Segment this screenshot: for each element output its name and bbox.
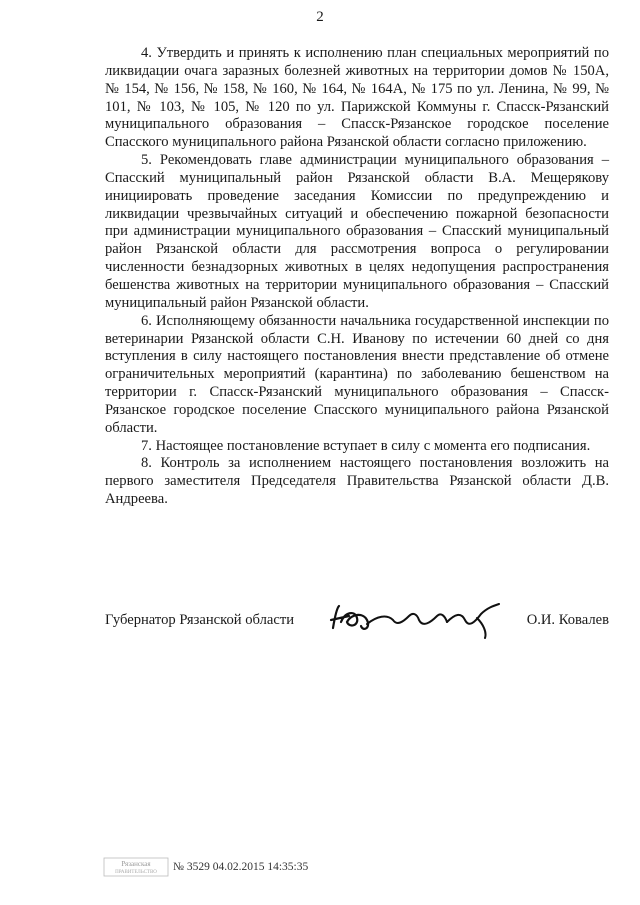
paragraph-7: 7. Настоящее постановление вступает в силу с момента его подписания.	[141, 437, 591, 454]
svg-text:Рязанская: Рязанская	[121, 860, 151, 868]
paragraph-8: 8. Контроль за исполнением настоящего постановления возложить на первого заместителя Председателя Правительства Рязанской области Д.В. Андреева.	[105, 455, 609, 508]
paragraph-5: 5. Рекомендовать главе администрации муниципального образования – Спасский муниципальный район Рязанской области В.А. Мещерякову инициировать проведение заседания Комиссии по предупреждению и ликвидации чрезвычайных ситуаций и обеспечению пожарной безопасности при администрации муниципального образования – Спасский муниципальный район Рязанской области для рассмотрения вопроса о регулировании численности безнадзорных животных в целях недопущения распространения бешенства животных на территории муниципального образования – Спасский муниципальный район Рязанской области.	[105, 152, 609, 311]
signature-block	[105, 604, 609, 644]
svg-text:ПРАВИТЕЛЬСТВО: ПРАВИТЕЛЬСТВО	[115, 870, 157, 875]
signatory-name: О.И. Ковалев	[526, 612, 609, 628]
page-number: 2	[316, 9, 324, 25]
registration-footer	[103, 857, 363, 879]
signatory-title: Губернатор Рязанской области	[105, 612, 295, 628]
document-body	[105, 45, 609, 509]
government-stamp-logo	[103, 857, 169, 877]
registration-number: № 3529 04.02.2015 14:35:35	[173, 861, 309, 873]
paragraph-4: 4. Утвердить и принять к исполнению план специальных мероприятий по ликвидации очага заразных болезней животных на территории домов № 150А, № 154, № 156, № 158, № 160, № 164, № 164А, № 175 по ул. Ленина, № 99, № 101, № 103, № 105, № 120 по ул. Парижской Коммуны г. Спасск-Рязанский муниципального образования – Спасск-Рязанское городское поселение Спасского муниципального района Рязанской области согласно приложению.	[105, 45, 609, 151]
handwritten-signature	[327, 598, 507, 642]
paragraph-6: 6. Исполняющему обязанности начальника государственной инспекции по ветеринарии Рязанской области С.Н. Иванову по истечении 60 дней со дня вступления в силу настоящего постановления внести представление об отмене ограничительных мероприятий (карантина) по заболеванию бешенством на территории г. Спасск-Рязанский муниципального образования – Спасск-Рязанское городское поселение Спасского муниципального района Рязанской области.	[105, 312, 609, 436]
